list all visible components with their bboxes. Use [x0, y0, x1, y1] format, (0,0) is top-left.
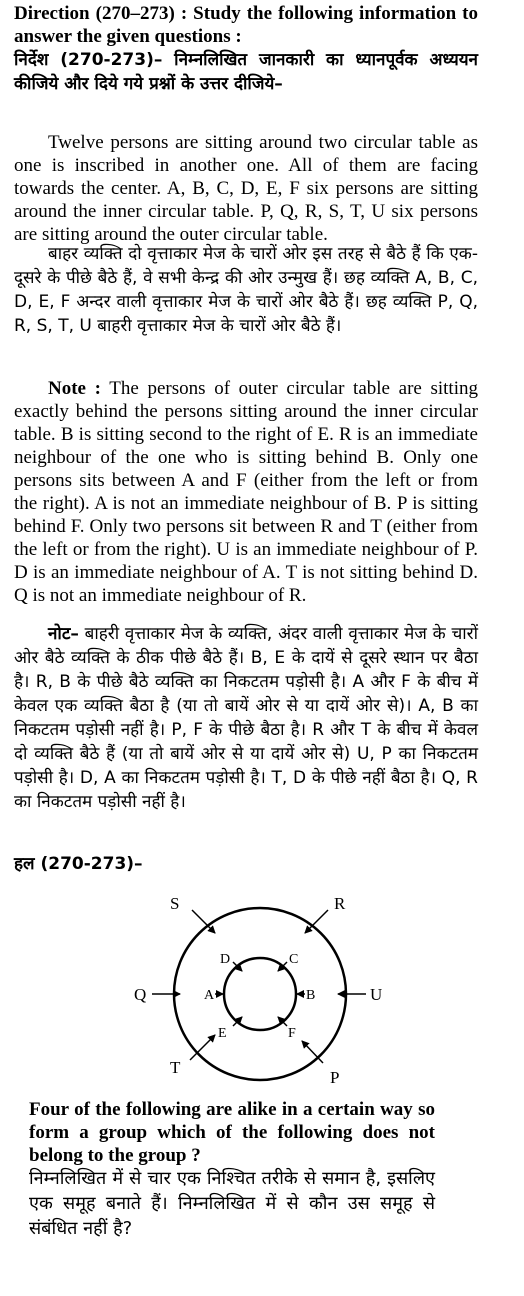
label-u: U [370, 985, 383, 1004]
note-hindi-label: नोट– [48, 624, 79, 644]
label-b: B [306, 988, 316, 1003]
label-a: A [204, 988, 215, 1003]
note-text: The persons of outer circular table are sitting exactly behind the persons sitting around the inner circular table. B is sitting second to the right of E. R is an immediate neighbour of the one who is sitting behind B. Only one persons sits between A and F (either from the left or from the right). A is not an immediate neighbour of B. P is sitting behind F. Only two persons sit between R and T (either from the left or from the right). U is an immediate neighbour of P. D is an immediate neighbour of A. T is not sitting behind D. Q is not an immediate neighbour of R. [14, 378, 478, 606]
note-hindi [14, 622, 478, 814]
note-label: Note : [48, 378, 101, 399]
direction-hindi: निर्देश (270-273)– निम्नलिखित जानकारी का ध्यानपूर्वक अध्ययन कीजिये और दिये गये प्रश्नों के उत्तर दीजिये– [14, 50, 478, 94]
arrow-p [302, 1041, 323, 1063]
label-p: P [330, 1068, 340, 1087]
note-english [14, 377, 478, 607]
note-hindi-text: बाहरी वृत्ताकार मेज के व्यक्ति, अंदर वाली वृत्ताकार मेज के चारों ओर बैठे व्यक्ति के ठीक पीछे बैठे हैं। B, E के दायें से दूसरे स्थान पर बैठा है। R, B के पीछे बैठे व्यक्ति का निकटतम पड़ोसी है। A और F के बीच में केवल एक व्यक्ति बैठा है (या तो बायें ओर से या दायें ओर से)। A, B का निकटतम पड़ोसी नहीं है। P, F के पीछे बैठा है। R और T के बीच में केवल दो व्यक्ति बैठे हैं (या तो बायें ओर से या दायें ओर से) U, P का निकटतम पड़ोसी है। D, A का निकटतम पड़ोसी है। T, D के पीछे नहीं बैठा है। Q, R का निकटतम पड़ोसी नहीं है। [14, 624, 478, 812]
label-f: F [288, 1026, 296, 1041]
question-english: Four of the following are alike in a certain way so form a group which of the following does not belong to the group ? [29, 1099, 435, 1166]
label-q: Q [134, 985, 147, 1004]
seating-diagram [120, 895, 400, 1095]
direction-english: Direction (270–273) : Study the following information to answer the given questions : [14, 3, 478, 47]
outer-table [174, 908, 346, 1080]
label-e: E [218, 1026, 227, 1041]
label-d: D [220, 952, 231, 967]
intro-english: Twelve persons are sitting around two circular table as one is inscribed in another one. All of them are facing towards the center. A, B, C, D, E, F six persons are sitting around the inner circular table. P, Q, R, S, T, U six persons are sitting around the outer circular table. [14, 132, 478, 245]
label-c: C [289, 952, 299, 967]
question-hindi: निम्नलिखित में से चार एक निश्चित तरीके से समान है, इसलिए एक समूह बनाते हैं। निम्नलिखित में से कौन उस समूह से संबंधित नहीं है? [29, 1168, 435, 1239]
label-r: R [334, 895, 346, 913]
intro-hindi: बाहर व्यक्ति दो वृत्ताकार मेज के चारों ओर इस तरह से बैठे हैं कि एक-दूसरे के पीछे बैठे हैं, वे सभी केन्द्र की ओर उन्मुख हैं। छह व्यक्ति A, B, C, D, E, F अन्दर वाली वृत्ताकार मेज के चारों ओर बैठे हैं। छह व्यक्ति P, Q, R, S, T, U बाहरी वृत्ताकार मेज के चारों ओर बैठे हैं। [14, 244, 478, 336]
inner-table [224, 958, 296, 1030]
label-t: T [170, 1058, 181, 1077]
label-s: S [170, 895, 180, 913]
solution-label: हल (270-273)– [14, 854, 143, 874]
